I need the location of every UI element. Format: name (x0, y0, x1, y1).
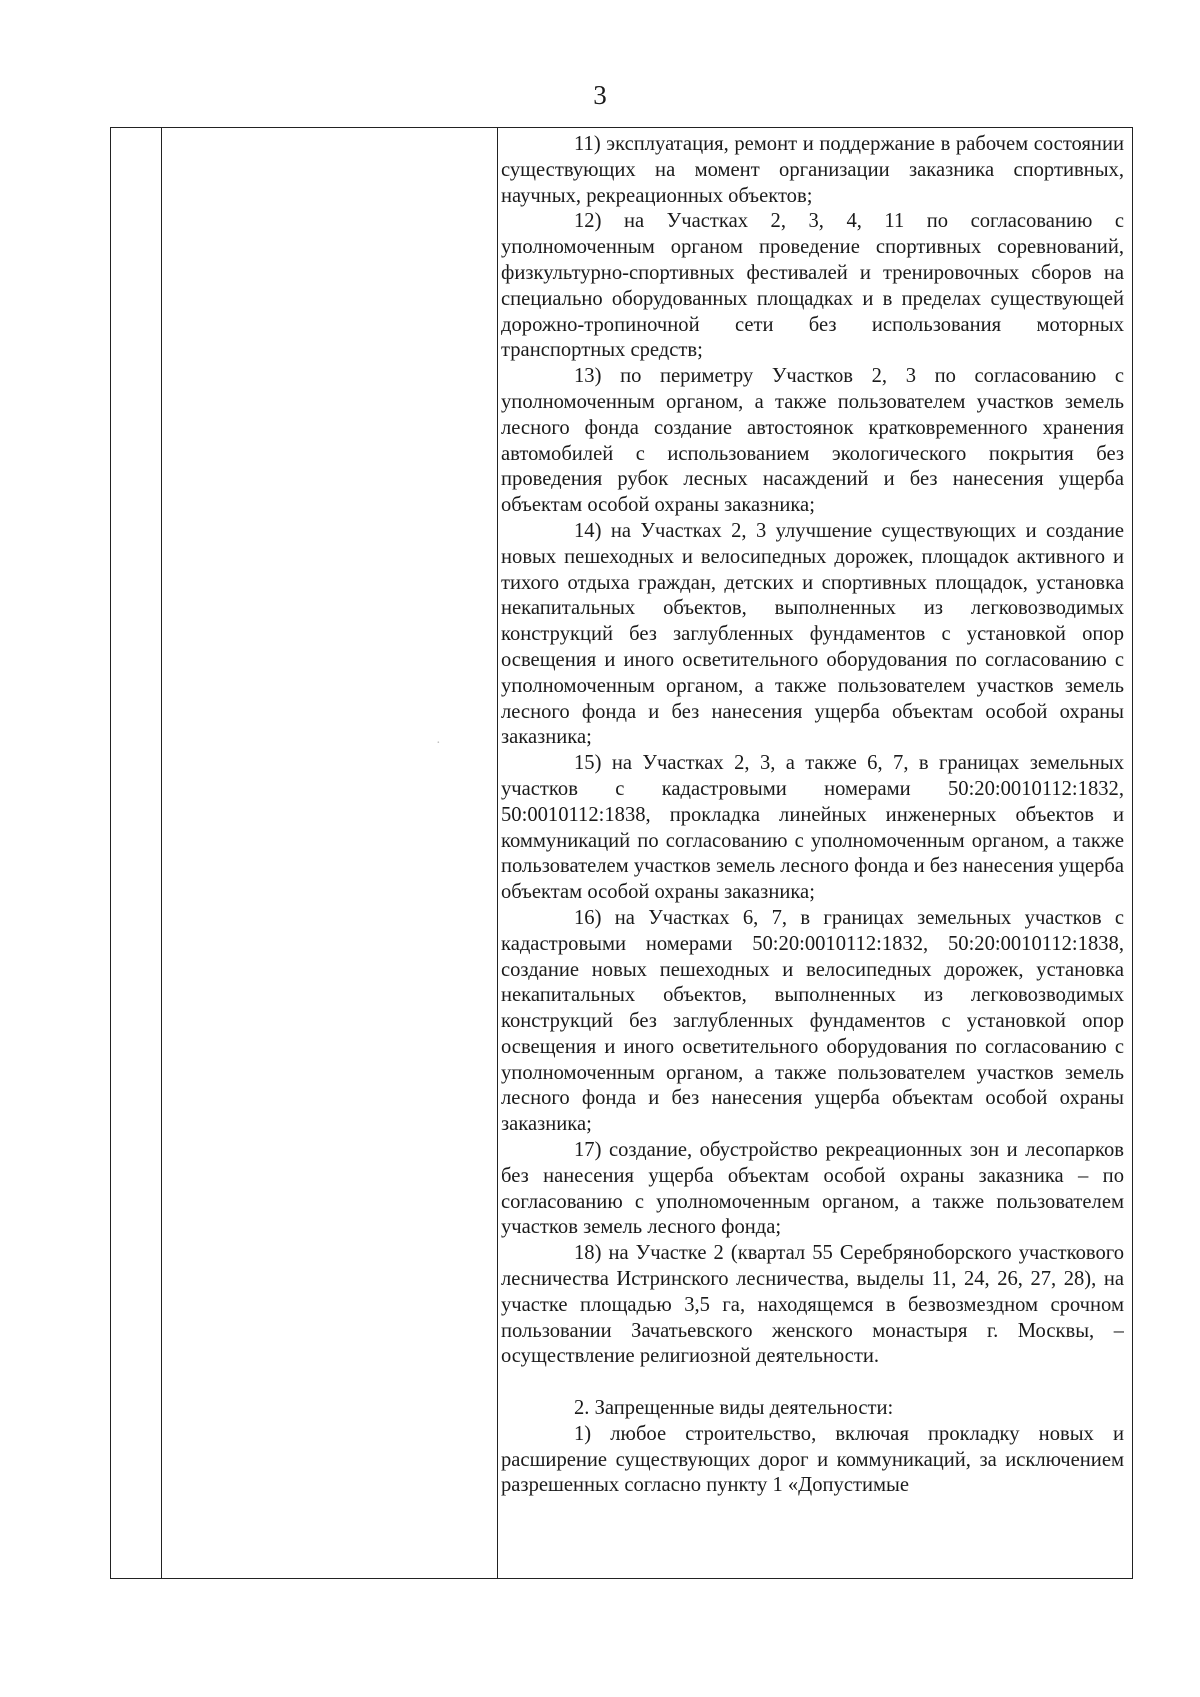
list-item-14: 14) на Участках 2, 3 улучшение существующих и создание новых пешеходных и велосипедных дорожек, площадок активного и тихого отдыха граждан, детских и спортивных площадок, установка некапитальных объектов, выполненных из легковозводимых конструкций без заглубленных фундаментов с установкой опор освещения и иного осветительного оборудования по согласованию с уполномоченным органом, а также пользователем участков земель лесного фонда и без нанесения ущерба объектам особой охраны заказника; (501, 519, 1124, 749)
activities-cell (501, 132, 1124, 1578)
list-item-11: 11) эксплуатация, ремонт и поддержание в рабочем состоянии существующих на момент организации заказника спортивных, научных, рекреационных объектов; (501, 133, 1124, 207)
list-item-17: 17) создание, обустройство рекреационных зон и лесопарков без нанесения ущерба объектам особой охраны заказника – по согласованию с уполномоченным органом, а также пользователем участков земель лесного фонда; (501, 1139, 1124, 1239)
list-item-12: 12) на Участках 2, 3, 4, 11 по согласованию с уполномоченным органом проведение спортивных соревнований, физкультурно-спортивных фестивалей и тренировочных сборов на специально оборудованных площадках и в пределах существующей дорожно-тропиночной сети без использования моторных транспортных средств; (501, 210, 1124, 362)
page-number: 3 (593, 80, 607, 110)
list-item-16: 16) на Участках 6, 7, в границах земельных участков с кадастровыми номерами 50:20:0010112:1832, 50:20:0010112:1838, создание новых пешеходных и велосипедных дорожек, установка некапитальных объектов, выполненных из легковозводимых конструкций без заглубленных фундаментов с установкой опор освещения и иного осветительного оборудования по согласованию с уполномоченным органом, а также пользователем участков земель лесного фонда и без нанесения ущерба объектам особой охраны заказника; (501, 906, 1124, 1136)
list-item-13: 13) по периметру Участков 2, 3 по согласованию с уполномоченным органом, а также пользователем участков земель лесного фонда создание автостоянок кратковременного хранения автомобилей с использованием экологического покрытия без проведения рубок лесных насаждений и без нанесения ущерба объектам особой охраны заказника; (501, 365, 1124, 517)
list-item-15: 15) на Участках 2, 3, а также 6, 7, в границах земельных участков с кадастровыми номерами 50:20:0010112:1832, 50:0010112:1838, прокладка линейных инженерных объектов и коммуникаций по согласованию с уполномоченным органом, а также пользователем участков земель лесного фонда и без нанесения ущерба объектам особой охраны заказника; (501, 752, 1124, 904)
list-item-18: 18) на Участке 2 (квартал 55 Серебряноборского участкового лесничества Истринского лесничества, выделы 11, 24, 26, 27, 28), на участке площадью 3,5 га, находящемся в безвозмездном срочном пользовании Зачатьевского женского монастыря г. Москвы, – осуществление религиозной деятельности. (501, 1242, 1124, 1368)
document-table (110, 127, 1133, 1579)
scan-artifact: · (436, 736, 441, 751)
column-divider-1 (161, 128, 162, 1578)
column-divider-2 (497, 128, 498, 1578)
paragraph-gap (501, 1370, 1124, 1396)
prohibited-item-1: 1) любое строительство, включая прокладку новых и расширение существующих дорог и коммуникаций, за исключением разрешенных согласно пункту 1 «Допустимые (501, 1422, 1124, 1497)
section-heading-prohibited: 2. Запрещенные виды деятельности: (574, 1397, 894, 1420)
